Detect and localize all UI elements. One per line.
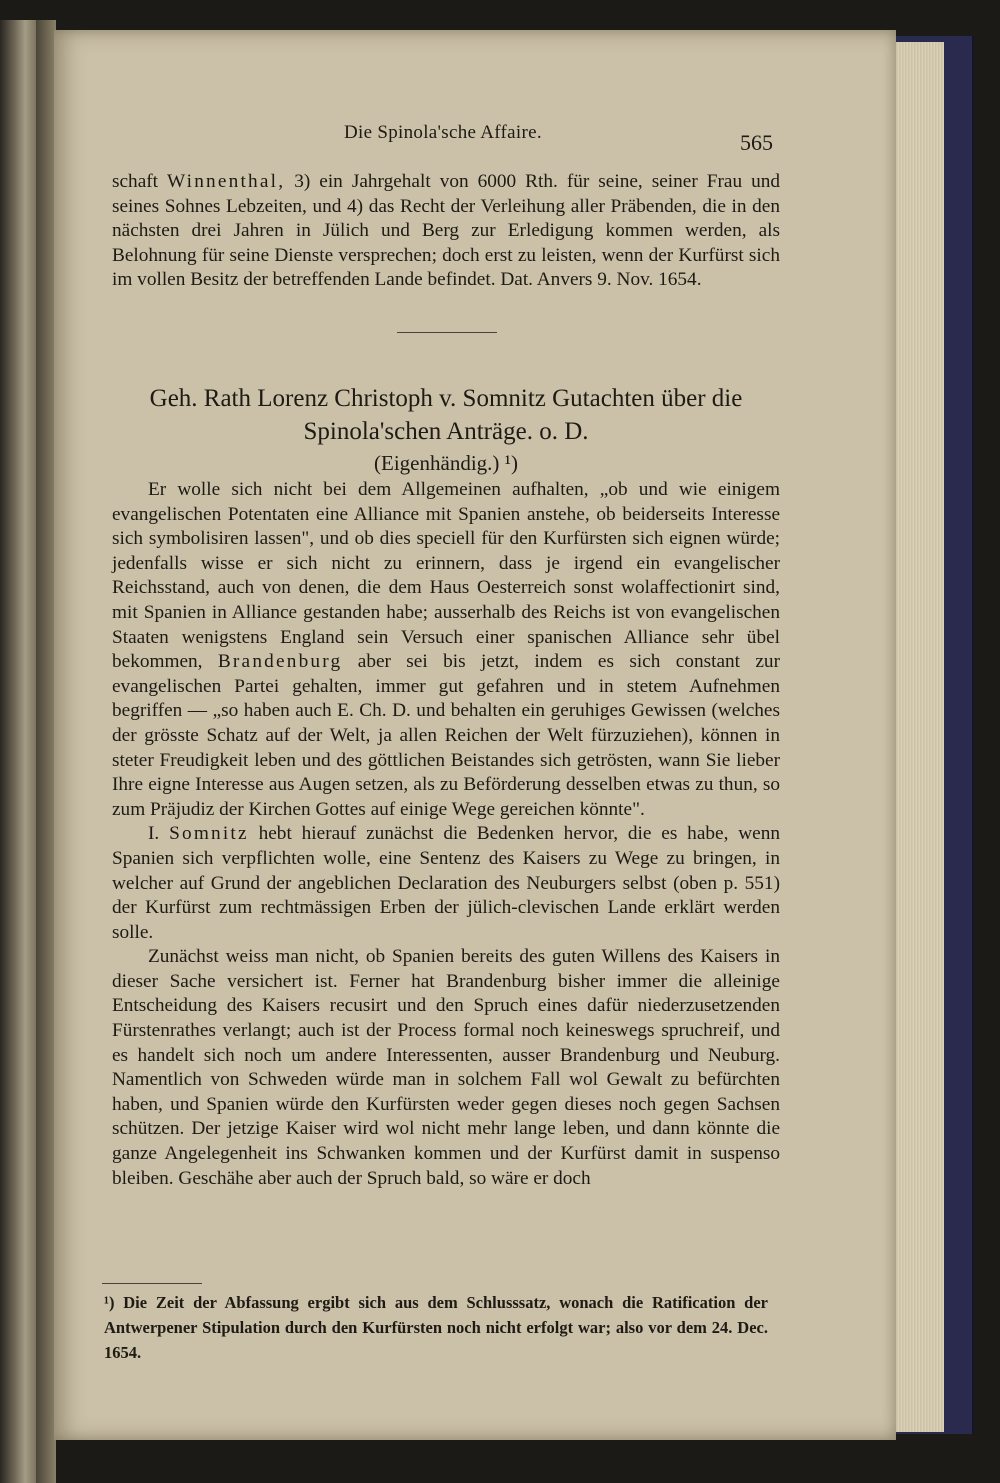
paragraph-1 xyxy=(112,478,780,822)
running-head: Die Spinola'sche Affaire. xyxy=(344,122,542,143)
section-divider xyxy=(397,332,497,333)
paragraph-prefix: schaft xyxy=(112,171,168,192)
book-page xyxy=(54,30,896,1440)
footnote-text: ¹) Die Zeit der Abfassung ergibt sich aus dem Schlusssatz, wonach die Ratification der Antwerpener Stipulation durch den Kurfürsten noch nicht erfolgt war; also vor dem 24. Dec. 1654. xyxy=(104,1293,768,1362)
main-text xyxy=(112,478,780,1191)
paragraph-1-part-a: Er wolle sich nicht bei dem Allgemeinen aufhalten, „ob und wie einigem evangelischen Potentaten eine Alliance mit Spanien anstehe, ob beiderseits Interesse sich symbolisiren lassen", und ob dies speciell für den Kurfürsten sich eignen würde; jedenfalls wisse er sich nicht zu erinnern, dass je irgend ein evangelischer Reichsstand, auch von denen, die dem Haus Oesterreich sonst wolaffectionirt sind, mit Spanien in Alliance gestanden habe; ausserhalb des Reichs ist von evangelischen Staaten wenigstens England sein Versuch einer spanischen Alliance sehr übel bekommen, xyxy=(112,479,780,673)
spaced-name: Brandenburg xyxy=(217,651,343,673)
heading-line-1: Geh. Rath Lorenz Christoph v. Somnitz Gutachten über die xyxy=(149,385,743,412)
heading-line-2: Spinola'schen Anträge. o. D. xyxy=(303,418,589,445)
paragraph-2-part-b: hebt hierauf zunächst die Bedenken hervor, die es habe, wenn Spanien sich verpflichten wolle, eine Sentenz des Kaisers zu Wege zu bringen, in welcher auf Grund der angeblichen Declaration des Neuburgers selbst (oben p. 551) der Kurfürst zum rechtmässigen Erben der jülich-clevischen Lande erklärt werden solle. xyxy=(112,823,780,943)
paragraph-1-part-b: aber sei bis jetzt, indem es sich constant zur evangelischen Partei gehalten, immer gut gefahren und in stetem Aufnehmen begriffen — „so haben auch E. Ch. D. und behalten ein geruhiges Gewissen (welches der grösste Schatz auf der Welt, ja allen Reichen der Welt fürzuziehen), können in steter Freudigkeit leben und des göttlichen Beistandes sich getrösten, wann Sie lieber Ihre eigne Interesse aus Augen setzen, als zu Beförderung desselben etwas zu thun, so zum Präjudiz der Kirchen Gottes auf einige Wege gereichen könnte". xyxy=(112,651,780,820)
paragraph-3: Zunächst weiss man nicht, ob Spanien bereits des guten Willens des Kaisers in dieser Sache versichert ist. Ferner hat Brandenburg bisher immer die alleinige Entscheidung des Kaisers recusirt und den Spruch eines dafür niederzusetzenden Fürstenrathes verlangt; auch ist der Process formal noch keineswegs spruchreif, und es handelt sich noch um andere Interessenten, ausser Brandenburg und Neuburg. Namentlich von Schweden würde man in solchem Fall wol Gewalt zu befürchten haben, und Spanien würde den Kurfürsten weder gegen dieses noch gegen Sachsen schützen. Der jetzige Kaiser wird wol nicht mehr lange leben, und dann könnte die ganze Angelegenheit ins Schwanken kommen und der Kurfürst damit in suspenso bleiben. Geschähe aber auch der Spruch bald, so wäre er doch xyxy=(112,946,780,1189)
paragraph-2-part-a: I. xyxy=(148,823,170,845)
section-heading xyxy=(112,382,780,478)
spaced-name: Winnenthal, xyxy=(167,171,286,192)
book-gutter xyxy=(36,20,56,1483)
paragraph-text: 3) ein Jahrgehalt von 6000 Rth. für seine, seiner Frau und seines Sohnes Lebzeiten, und 4) das Recht der Verleihung aller Präbenden, die in den nächsten drei Jahren in Jülich und Berg zur Erledigung kommen werden, als Belohnung für seine Dienste versprechen; doch erst zu leisten, wenn der Kurfürst sich im vollen Besitz der betreffenden Lande befindet. Dat. Anvers 9. Nov. 1654. xyxy=(112,171,780,291)
heading-line-3: (Eigenhändig.) ¹) xyxy=(374,451,518,475)
page-number: 565 xyxy=(740,130,773,155)
footnote-divider xyxy=(102,1283,202,1284)
continued-paragraph xyxy=(112,170,780,293)
footnote xyxy=(104,1290,768,1365)
spaced-name: Somnitz xyxy=(169,823,249,845)
book-left-cover xyxy=(0,20,36,1483)
paragraph-2 xyxy=(112,822,780,945)
